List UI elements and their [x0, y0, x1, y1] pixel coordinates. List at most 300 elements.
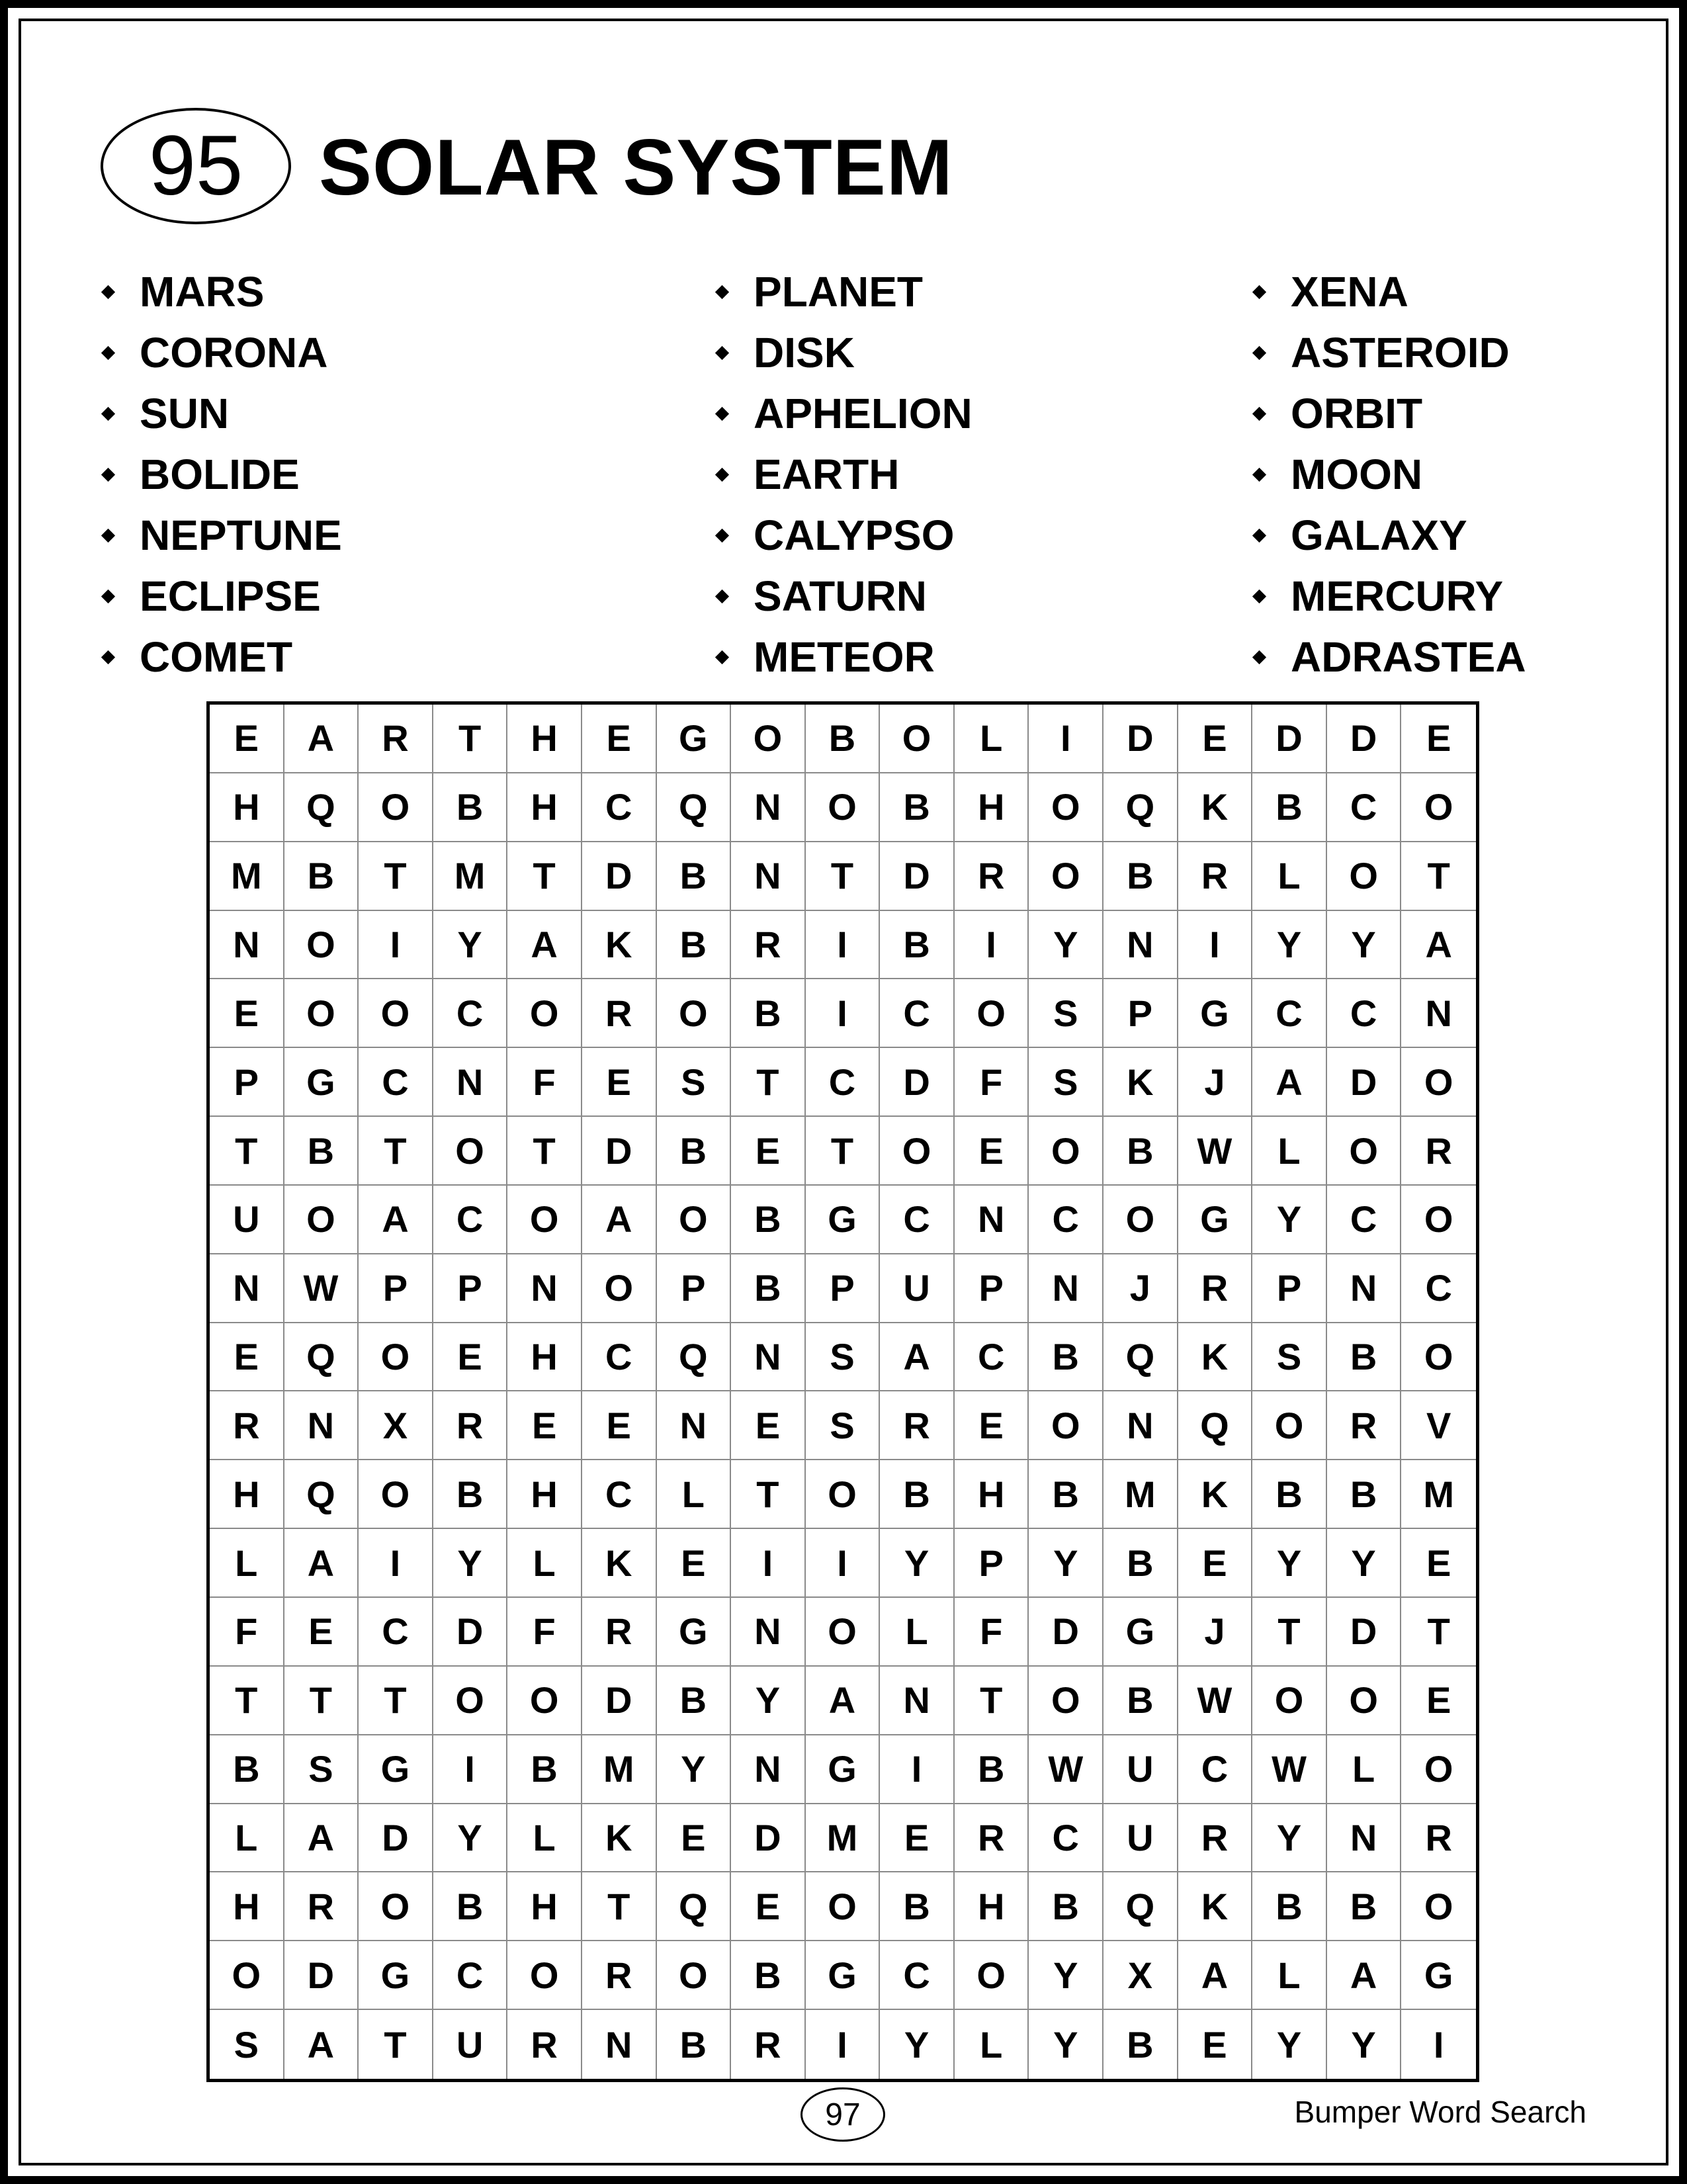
grid-cell: K [1178, 1323, 1253, 1392]
grid-cell: N [433, 1048, 508, 1117]
grid-cell: Q [1103, 1323, 1178, 1392]
diamond-bullet-icon [715, 589, 729, 603]
grid-cell: Y [1252, 1186, 1327, 1254]
word-list-item [1252, 322, 1526, 383]
grid-cell: R [955, 1804, 1029, 1873]
grid-cell: N [284, 1391, 359, 1460]
grid-cell: T [507, 1117, 582, 1186]
grid-cell: O [1327, 842, 1402, 911]
word-text: EARTH [754, 451, 900, 498]
grid-cell: S [284, 1735, 359, 1804]
grid-cell: Q [657, 1872, 732, 1941]
word-text: SUN [140, 390, 230, 437]
word-text: PLANET [754, 268, 923, 316]
grid-cell: C [1401, 1254, 1476, 1323]
grid-cell: G [657, 705, 732, 773]
grid-cell: B [955, 1735, 1029, 1804]
grid-cell: M [210, 842, 284, 911]
grid-cell: B [657, 1117, 732, 1186]
grid-cell: H [507, 705, 582, 773]
grid-cell: B [880, 1460, 955, 1529]
grid-cell: D [582, 842, 657, 911]
grid-cell: L [880, 1598, 955, 1667]
grid-cell: N [731, 1323, 806, 1392]
grid-cell: A [284, 2010, 359, 2079]
grid-cell: F [210, 1598, 284, 1667]
grid-cell: I [1029, 705, 1103, 773]
grid-cell: R [1178, 842, 1253, 911]
puzzle-number-badge [101, 108, 291, 224]
grid-cell: D [1252, 705, 1327, 773]
grid-cell: O [359, 1323, 433, 1392]
grid-cell: L [955, 2010, 1029, 2079]
diamond-bullet-icon [1252, 528, 1266, 542]
word-list-item [714, 566, 973, 627]
grid-cell: E [210, 1323, 284, 1392]
grid-cell: O [359, 773, 433, 842]
grid-cell: S [210, 2010, 284, 2079]
grid-cell: Y [731, 1667, 806, 1735]
grid-cell: O [657, 1941, 732, 2010]
grid-cell: T [582, 1872, 657, 1941]
grid-cell: H [955, 773, 1029, 842]
grid-cell: E [1401, 1529, 1476, 1598]
grid-cell: B [433, 773, 508, 842]
grid-cell: C [1029, 1804, 1103, 1873]
grid-cell: O [1401, 1186, 1476, 1254]
grid-cell: O [507, 1667, 582, 1735]
diamond-bullet-icon [1252, 284, 1266, 298]
grid-cell: R [1178, 1804, 1253, 1873]
grid-cell: O [1401, 1735, 1476, 1804]
grid-cell: N [1029, 1254, 1103, 1323]
grid-cell: D [582, 1667, 657, 1735]
grid-cell: D [1103, 705, 1178, 773]
grid-cell: Q [657, 1323, 732, 1392]
word-text: NEPTUNE [140, 511, 342, 559]
word-list-item [101, 444, 342, 505]
grid-cell: P [1252, 1254, 1327, 1323]
grid-cell: L [210, 1529, 284, 1598]
grid-cell: Y [1029, 911, 1103, 980]
grid-cell: S [657, 1048, 732, 1117]
grid-cell: D [1327, 705, 1402, 773]
grid-cell: L [1252, 1941, 1327, 2010]
grid-cell: O [1401, 1872, 1476, 1941]
grid-cell: O [806, 1872, 881, 1941]
page-number: 97 [825, 2097, 861, 2132]
grid-cell: Y [1029, 1529, 1103, 1598]
grid-cell: Q [1178, 1391, 1253, 1460]
grid-cell: N [880, 1667, 955, 1735]
grid-cell: Y [880, 1529, 955, 1598]
grid-cell: Q [284, 1323, 359, 1392]
grid-cell: T [359, 1117, 433, 1186]
grid-cell: O [1401, 1048, 1476, 1117]
grid-cell: L [1252, 842, 1327, 911]
grid-cell: G [657, 1598, 732, 1667]
grid-cell: I [731, 1529, 806, 1598]
word-text: ORBIT [1291, 390, 1423, 437]
grid-cell: B [657, 842, 732, 911]
grid-cell: E [657, 1804, 732, 1873]
grid-cell: G [359, 1735, 433, 1804]
word-list-item [1252, 566, 1526, 627]
grid-cell: N [1103, 911, 1178, 980]
diamond-bullet-icon [715, 406, 729, 420]
grid-cell: L [1252, 1117, 1327, 1186]
grid-cell: C [1327, 979, 1402, 1048]
grid-cell: Y [880, 2010, 955, 2079]
grid-cell: O [1029, 1667, 1103, 1735]
grid-cell: H [507, 1460, 582, 1529]
diamond-bullet-icon [101, 467, 115, 481]
grid-cell: B [731, 1254, 806, 1323]
grid-cell: K [582, 1804, 657, 1873]
grid-cell: O [1252, 1391, 1327, 1460]
grid-cell: B [1103, 1667, 1178, 1735]
word-list-item [101, 566, 342, 627]
grid-cell: B [210, 1735, 284, 1804]
word-list-column-2 [714, 261, 973, 687]
grid-cell: E [731, 1391, 806, 1460]
grid-cell: D [582, 1117, 657, 1186]
grid-cell: I [806, 979, 881, 1048]
grid-cell: M [582, 1735, 657, 1804]
grid-cell: U [1103, 1804, 1178, 1873]
grid-cell: B [1103, 1117, 1178, 1186]
grid-cell: O [731, 705, 806, 773]
grid-cell: B [1327, 1323, 1402, 1392]
grid-cell: P [806, 1254, 881, 1323]
grid-cell: R [210, 1391, 284, 1460]
grid-cell: E [1178, 2010, 1253, 2079]
grid-cell: R [1401, 1117, 1476, 1186]
grid-cell: A [880, 1323, 955, 1392]
grid-cell: Q [284, 1460, 359, 1529]
grid-cell: I [359, 911, 433, 980]
grid-cell: A [359, 1186, 433, 1254]
word-list-item [714, 627, 973, 687]
grid-cell: J [1178, 1598, 1253, 1667]
grid-cell: B [284, 1117, 359, 1186]
grid-cell: M [1401, 1460, 1476, 1529]
grid-cell: E [1401, 1667, 1476, 1735]
grid-cell: E [657, 1529, 732, 1598]
grid-cell: O [284, 1186, 359, 1254]
grid-cell: A [284, 705, 359, 773]
grid-cell: Y [1252, 1804, 1327, 1873]
word-list-item [101, 505, 342, 566]
grid-cell: E [507, 1391, 582, 1460]
grid-cell: B [731, 1186, 806, 1254]
grid-cell: T [433, 705, 508, 773]
word-text: MOON [1291, 451, 1423, 498]
grid-cell: C [1327, 1186, 1402, 1254]
grid-cell: D [284, 1941, 359, 2010]
grid-cell: N [731, 1598, 806, 1667]
grid-cell: C [582, 773, 657, 842]
grid-cell: T [1401, 1598, 1476, 1667]
grid-cell: R [582, 1598, 657, 1667]
grid-cell: O [507, 979, 582, 1048]
grid-cell: D [359, 1804, 433, 1873]
grid-cell: O [806, 1598, 881, 1667]
grid-cell: T [731, 1048, 806, 1117]
grid-cell: W [284, 1254, 359, 1323]
grid-cell: T [284, 1667, 359, 1735]
grid-cell: E [731, 1117, 806, 1186]
grid-cell: O [1252, 1667, 1327, 1735]
grid-cell: Y [1327, 2010, 1402, 2079]
word-text: SATURN [754, 572, 927, 620]
word-list-item [101, 627, 342, 687]
grid-cell: L [507, 1529, 582, 1598]
grid-cell: Y [433, 911, 508, 980]
page-number-badge [800, 2087, 885, 2142]
grid-cell: O [1029, 1391, 1103, 1460]
grid-cell: S [1252, 1323, 1327, 1392]
grid-cell: O [880, 705, 955, 773]
grid-cell: B [1327, 1872, 1402, 1941]
grid-cell: S [1029, 979, 1103, 1048]
grid-cell: R [731, 2010, 806, 2079]
grid-cell: N [955, 1186, 1029, 1254]
word-text: ASTEROID [1291, 329, 1510, 376]
grid-cell: J [1103, 1254, 1178, 1323]
grid-cell: B [1103, 2010, 1178, 2079]
word-list-item [1252, 444, 1526, 505]
word-list-item [1252, 505, 1526, 566]
word-text: DISK [754, 329, 855, 376]
grid-cell: E [210, 979, 284, 1048]
grid-cell: T [359, 1667, 433, 1735]
grid-cell: E [731, 1872, 806, 1941]
grid-cell: Y [433, 1529, 508, 1598]
grid-cell: B [433, 1460, 508, 1529]
grid-cell: I [955, 911, 1029, 980]
grid-cell: I [1178, 911, 1253, 980]
diamond-bullet-icon [715, 467, 729, 481]
grid-cell: O [806, 1460, 881, 1529]
grid-cell: S [1029, 1048, 1103, 1117]
grid-cell: R [880, 1391, 955, 1460]
grid-cell: P [657, 1254, 732, 1323]
grid-cell: A [1252, 1048, 1327, 1117]
grid-cell: I [806, 911, 881, 980]
grid-cell: O [1103, 1186, 1178, 1254]
grid-cell: G [1178, 979, 1253, 1048]
grid-cell: B [1252, 1460, 1327, 1529]
diamond-bullet-icon [715, 650, 729, 664]
grid-cell: R [582, 1941, 657, 2010]
grid-cell: W [1029, 1735, 1103, 1804]
grid-cell: B [657, 1667, 732, 1735]
grid-cell: K [1178, 1460, 1253, 1529]
grid-cell: I [806, 1529, 881, 1598]
grid-cell: O [1401, 773, 1476, 842]
word-text: ADRASTEA [1291, 633, 1526, 681]
grid-cell: O [284, 911, 359, 980]
word-list-item [1252, 627, 1526, 687]
grid-cell: N [1327, 1254, 1402, 1323]
grid-cell: O [433, 1117, 508, 1186]
grid-cell: E [955, 1391, 1029, 1460]
grid-cell: T [1252, 1598, 1327, 1667]
grid-cell: C [433, 1186, 508, 1254]
grid-cell: I [433, 1735, 508, 1804]
grid-cell: A [1401, 911, 1476, 980]
grid-cell: L [210, 1804, 284, 1873]
grid-cell: I [880, 1735, 955, 1804]
word-list-item [1252, 383, 1526, 444]
grid-cell: Y [1327, 1529, 1402, 1598]
grid-cell: R [1401, 1804, 1476, 1873]
grid-cell: P [433, 1254, 508, 1323]
grid-cell: N [731, 773, 806, 842]
grid-cell: B [284, 842, 359, 911]
grid-cell: Y [1029, 2010, 1103, 2079]
grid-cell: D [1327, 1598, 1402, 1667]
grid-cell: P [955, 1529, 1029, 1598]
diamond-bullet-icon [101, 650, 115, 664]
diamond-bullet-icon [101, 528, 115, 542]
grid-cell: O [880, 1117, 955, 1186]
grid-cell: P [1103, 979, 1178, 1048]
grid-cell: O [1029, 842, 1103, 911]
grid-cell: T [210, 1667, 284, 1735]
grid-cell: N [582, 2010, 657, 2079]
grid-cell: C [1327, 773, 1402, 842]
grid-cell: C [433, 979, 508, 1048]
grid-cell: D [731, 1804, 806, 1873]
grid-cell: O [1029, 773, 1103, 842]
word-text: CORONA [140, 329, 328, 376]
grid-cell: E [582, 1048, 657, 1117]
grid-cell: S [806, 1391, 881, 1460]
grid-cell: B [806, 705, 881, 773]
grid-cell: F [955, 1598, 1029, 1667]
grid-cell: C [1029, 1186, 1103, 1254]
grid-cell: B [880, 773, 955, 842]
grid-cell: E [210, 705, 284, 773]
diamond-bullet-icon [1252, 650, 1266, 664]
grid-cell: B [1327, 1460, 1402, 1529]
grid-cell: C [806, 1048, 881, 1117]
diamond-bullet-icon [1252, 406, 1266, 420]
grid-cell: Y [1327, 911, 1402, 980]
grid-cell: I [359, 1529, 433, 1598]
grid-cell: B [1029, 1323, 1103, 1392]
grid-cell: A [284, 1804, 359, 1873]
grid-cell: Q [1103, 1872, 1178, 1941]
grid-cell: Q [284, 773, 359, 842]
grid-cell: W [1178, 1667, 1253, 1735]
grid-cell: I [806, 2010, 881, 2079]
grid-cell: G [284, 1048, 359, 1117]
grid-cell: H [507, 773, 582, 842]
grid-cell: O [1029, 1117, 1103, 1186]
grid-cell: B [1252, 773, 1327, 842]
grid-cell: H [507, 1872, 582, 1941]
grid-cell: O [284, 979, 359, 1048]
grid-cell: U [1103, 1735, 1178, 1804]
grid-cell: C [880, 1186, 955, 1254]
word-list-item [714, 261, 973, 322]
grid-cell: U [210, 1186, 284, 1254]
grid-cell: J [1178, 1048, 1253, 1117]
word-list-item [101, 383, 342, 444]
grid-cell: P [210, 1048, 284, 1117]
grid-cell: R [731, 911, 806, 980]
grid-cell: D [1327, 1048, 1402, 1117]
grid-cell: O [359, 979, 433, 1048]
grid-cell: R [1178, 1254, 1253, 1323]
grid-cell: V [1401, 1391, 1476, 1460]
grid-cell: B [1103, 842, 1178, 911]
grid-cell: O [582, 1254, 657, 1323]
grid-cell: D [433, 1598, 508, 1667]
grid-cell: Y [1252, 1529, 1327, 1598]
grid-cell: C [1178, 1735, 1253, 1804]
diamond-bullet-icon [1252, 589, 1266, 603]
grid-cell: C [582, 1460, 657, 1529]
grid-cell: B [1103, 1529, 1178, 1598]
word-list-item [714, 444, 973, 505]
grid-cell: B [1029, 1872, 1103, 1941]
grid-cell: R [1327, 1391, 1402, 1460]
grid-cell: T [806, 842, 881, 911]
grid-cell: E [880, 1804, 955, 1873]
grid-cell: G [1401, 1941, 1476, 2010]
grid-cell: D [880, 842, 955, 911]
grid-cell: A [806, 1667, 881, 1735]
grid-cell: N [1103, 1391, 1178, 1460]
grid-cell: R [359, 705, 433, 773]
grid-cell: H [210, 1872, 284, 1941]
grid-cell: T [359, 842, 433, 911]
grid-cell: C [433, 1941, 508, 2010]
grid-cell: L [657, 1460, 732, 1529]
grid-cell: M [433, 842, 508, 911]
grid-cell: E [433, 1323, 508, 1392]
grid-cell: K [1178, 1872, 1253, 1941]
grid-cell: A [582, 1186, 657, 1254]
grid-cell: B [657, 2010, 732, 2079]
grid-cell: B [1252, 1872, 1327, 1941]
diamond-bullet-icon [1252, 467, 1266, 481]
grid-cell: E [1401, 705, 1476, 773]
grid-cell: O [657, 979, 732, 1048]
word-list-column-3 [1252, 261, 1526, 687]
grid-cell: N [210, 911, 284, 980]
grid-cell: N [210, 1254, 284, 1323]
grid-cell: H [507, 1323, 582, 1392]
grid-cell: O [1327, 1667, 1402, 1735]
grid-cell: C [359, 1598, 433, 1667]
word-list-item [714, 322, 973, 383]
grid-cell: G [1178, 1186, 1253, 1254]
grid-cell: A [1178, 1941, 1253, 2010]
grid-cell: G [806, 1735, 881, 1804]
grid-cell: W [1252, 1735, 1327, 1804]
grid-cell: B [731, 1941, 806, 2010]
word-list-column-1 [101, 261, 342, 687]
word-list-item [101, 261, 342, 322]
grid-cell: G [806, 1186, 881, 1254]
grid-cell: B [731, 979, 806, 1048]
grid-cell: C [582, 1323, 657, 1392]
